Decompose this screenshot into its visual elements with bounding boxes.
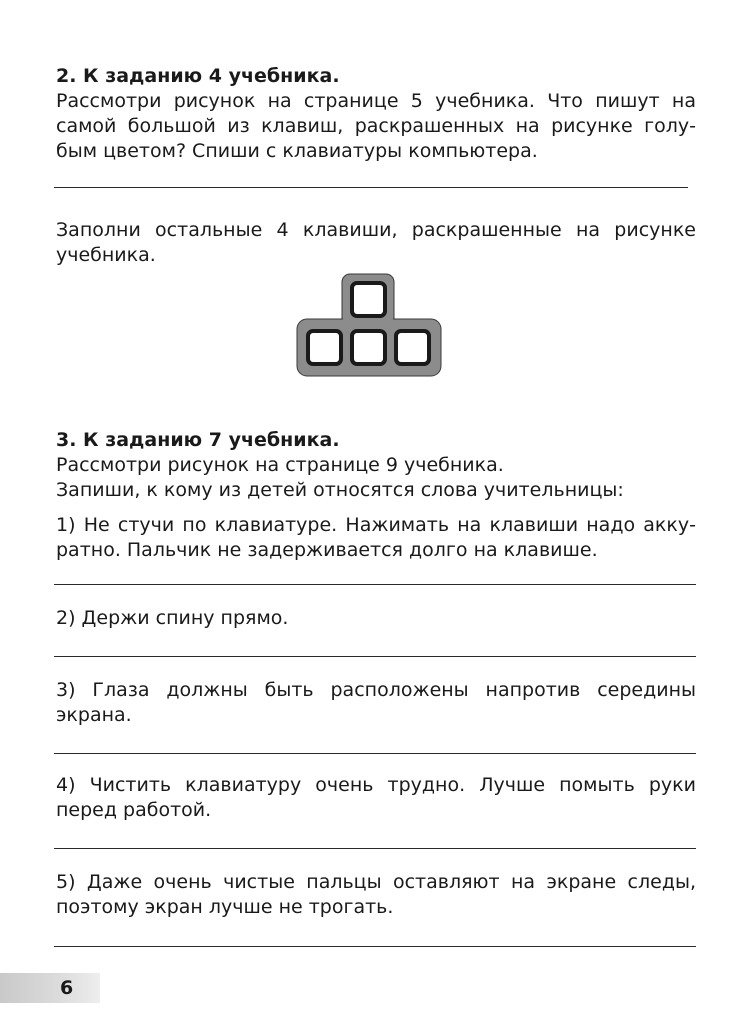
key-right[interactable] bbox=[396, 331, 429, 364]
task3-item-4-answer-line[interactable] bbox=[54, 848, 696, 849]
task2-fill-line-2: учебника. bbox=[56, 244, 156, 266]
task3-intro-line-1: Рассмотри рисунок на странице 9 учебника. bbox=[56, 454, 504, 476]
task3-item-1-line-1: 1) Не стучи по клавиатуре. Нажимать на клавиши надо акку- bbox=[56, 514, 696, 536]
task2-fill-line-1: Заполни остальные 4 клавиши, раскрашенные на рисунке bbox=[56, 219, 696, 241]
task2-question-line-2: самой большой из клавиш, раскрашенных на рисунке голу- bbox=[56, 115, 696, 137]
task3-item-3-line-1: 3) Глаза должны быть расположены напротив середины bbox=[56, 679, 696, 701]
page-number: 6 bbox=[60, 977, 74, 999]
task2-question-line-1: Рассмотри рисунок на странице 5 учебника. Что пишут на bbox=[56, 90, 696, 112]
task3-intro-line-2: Запиши, к кому из детей относятся слова учительницы: bbox=[56, 479, 624, 501]
page-number-band bbox=[0, 973, 100, 1003]
task2-answer-line[interactable] bbox=[54, 187, 688, 188]
task3-item-3-answer-line[interactable] bbox=[54, 753, 696, 754]
task3-item-3-line-2: экрана. bbox=[56, 704, 132, 726]
key-up[interactable] bbox=[352, 283, 385, 316]
key-down[interactable] bbox=[352, 331, 385, 364]
task2-heading: 2. К заданию 4 учебника. bbox=[56, 65, 340, 87]
task3-item-1-answer-line[interactable] bbox=[54, 584, 696, 585]
task2-question-line-3: бым цветом? Спиши с клавиатуры компьютера. bbox=[56, 140, 538, 162]
task3-item-4-line-2: перед работой. bbox=[56, 799, 212, 821]
task3-item-5-line-2: поэтому экран лучше не трогать. bbox=[56, 896, 394, 918]
task3-item-2-line-1: 2) Держи спину прямо. bbox=[56, 607, 289, 629]
task3-heading: 3. К заданию 7 учебника. bbox=[56, 429, 340, 451]
task3-item-5-line-1: 5) Даже очень чистые пальцы оставляют на экране следы, bbox=[56, 871, 696, 893]
arrow-keys-block-icon bbox=[296, 273, 442, 377]
key-left[interactable] bbox=[308, 331, 341, 364]
task3-item-4-line-1: 4) Чистить клавиатуру очень трудно. Лучше помыть руки bbox=[56, 774, 696, 796]
task3-item-1-line-2: ратно. Пальчик не задерживается долго на клавише. bbox=[56, 539, 598, 561]
task3-item-2-answer-line[interactable] bbox=[54, 656, 696, 657]
task3-item-5-answer-line[interactable] bbox=[54, 946, 696, 947]
